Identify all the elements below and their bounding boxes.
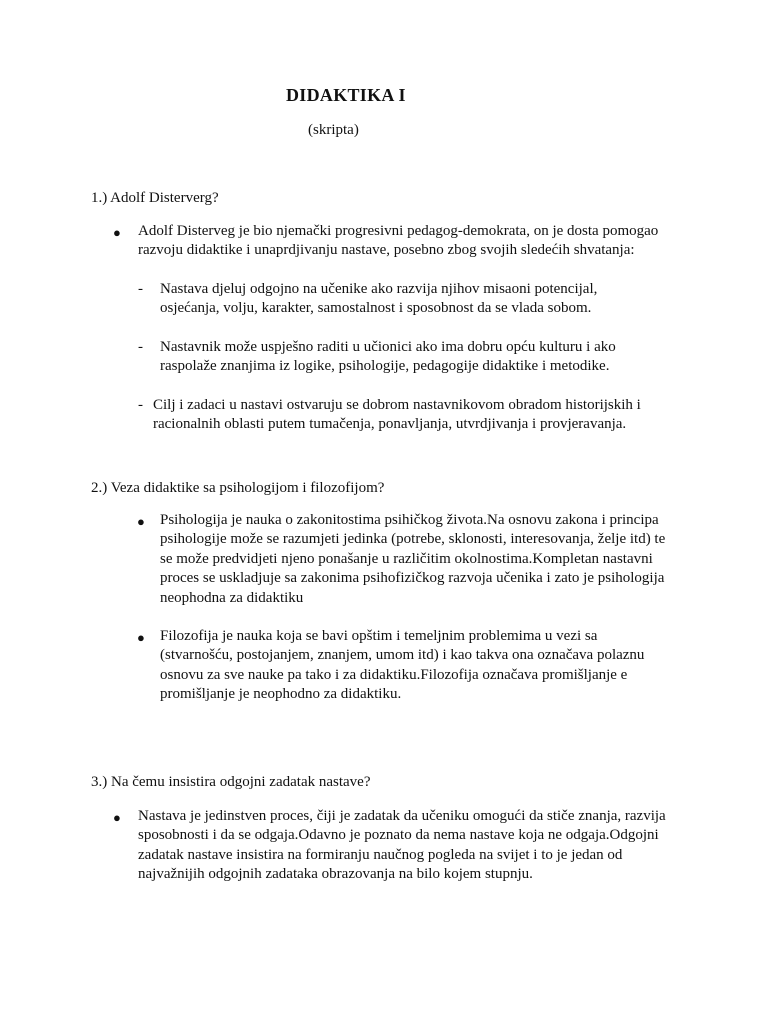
question-heading: 3.) Na čemu insistira odgojni zadatak nastave?	[91, 774, 371, 790]
bullet-icon: ●	[137, 630, 145, 645]
list-item-text	[153, 396, 673, 435]
bullet-icon: ●	[113, 810, 121, 825]
dash-marker: -	[138, 281, 143, 297]
list-item-text: Nastava je jedinstven proces, čiji je zadatak da učeniku omogući da stiče znanja, razvija sposobnosti i da se odgaja.Odavno je poznato da nema nastave koja ne odgaja.Odgojni zadatak nastave insistira na formiranju naučnog pogleda na svijet i to je jedan od najvažnijih odgojnih zadataka obrazovanja na bilo kojem stupnju.	[138, 808, 666, 883]
document-title: DIDAKTIKA I	[286, 85, 406, 105]
list-item-text: Filozofija je nauka koja se bavi opštim i temeljnim problemima u vezi sa (stvarnošću, postojanjem, znanjem, umom itd) i kao takva ona označava polaznu osnovu za sve nauke pa tako i za didaktiku.Filozofija označava promišljanje e promišljanje je neophodno za didaktiku.	[160, 628, 645, 703]
list-item-text: Nastavnik može uspješno raditi u učionici ako ima dobru opću kulturu i ako raspolaže znanjima iz logike, psihologije, pedagogije didaktike i metodike.	[160, 339, 616, 375]
question-heading: 1.) Adolf Disterverg?	[91, 190, 219, 206]
document-subtitle: (skripta)	[308, 122, 359, 138]
bullet-icon: ●	[137, 514, 145, 529]
list-item-text: Nastava djeluj odgojno na učenike ako razvija njihov misaoni potencijal, osjećanja, volju, karakter, samostalnost i sposobnost da se vlada sobom.	[160, 281, 598, 317]
question-heading: 2.) Veza didaktike sa psihologijom i filozofijom?	[91, 480, 385, 496]
bullet-icon: ●	[113, 225, 121, 240]
list-item-text: Psihologija je nauka o zakonitostima psihičkog života.Na osnovu zakona i principa psihologije može se razumjeti jedinka (potrebe, sklonosti, interesovanja, želje itd) te se može predvidjeti njeno ponašanje u različitim okolnostima.Kompletan nastavni proces se uskladjuje sa zakonima psihofizičkog razvoja učenika i zato je psihologija neophodna za didaktiku	[160, 512, 666, 606]
list-item-text: Adolf Disterveg je bio njemački progresivni pedagog-demokrata, on je dosta pomogao razvoju didaktike i unaprdjivanju nastave, posebno zbog svojih sledećih shvatanja:	[138, 223, 659, 259]
dash-marker: -	[138, 339, 143, 355]
list-item-text-span: Cilj i zadaci u nastavi ostvaruju se dobrom nastavnikovom obradom historijskih i racionalnih oblasti putem tumačenja, ponavljanja, utvrdjivanja i provjeravanja.	[153, 397, 641, 433]
dash-marker: -	[138, 397, 143, 413]
